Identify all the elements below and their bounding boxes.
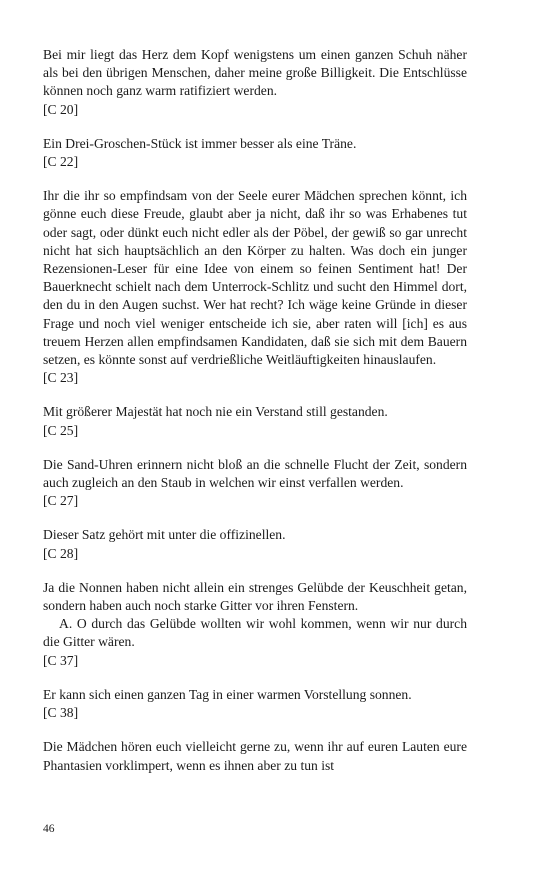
aphorism-text: Ihr die ihr so empfindsam von der Seele eurer Mädchen sprechen könnt, ich gönne euch diese Freude, glaubt aber ja nicht, daß ihr so was Erhabenes tut oder sagt, oder dünkt euch nicht edler als der Pöbel, der gewiß so gar unrecht nicht hat sich hauptsächlich an den Körper zu halten. Was doch ein junger Rezensionen-Leser für eine Idee von einem so feinen Sentiment hat! Der Bauerknecht schielt nach dem Unterrock-Schlitz und sucht den Himmel dort, den du in den Augen suchst. Wer hat recht? Ich wäge keine Gründe in dieser Frage und noch viel weniger entscheide ich sie, aber raten will [ich] es aus treuem Herzen allen empfindsamen Kandidaten, daß sie sich mit dem Bauern setzen, es könnte sonst auf verdrießliche Weitläuftigkeiten hinauslaufen. — [43, 188, 467, 368]
aphorism-reference: [C 28] — [43, 545, 79, 561]
aphorism-entry — [43, 526, 467, 562]
aphorism-text: Die Mädchen hören euch vielleicht gerne zu, wenn ihr auf euren Lauten eure Phantasien vorklimpert, wenn es ihnen aber zu tun ist — [43, 739, 467, 773]
aphorism-reference: [C 37] — [43, 652, 79, 668]
aphorism-entry — [43, 135, 467, 171]
aphorism-text: Ein Drei-Groschen-Stück ist immer besser als eine Träne. — [43, 135, 357, 151]
page-number: 46 — [43, 823, 55, 835]
aphorism-entry — [43, 686, 467, 722]
aphorism-reference: [C 20] — [43, 101, 79, 117]
aphorism-reference: [C 22] — [43, 154, 79, 170]
aphorism-text-continuation: A. O durch das Gelübde wollten wir wohl kommen, wenn wir nur durch die Gitter wären. — [43, 616, 467, 650]
aphorism-entry — [43, 456, 467, 511]
aphorism-reference: [C 23] — [43, 370, 79, 386]
aphorism-text: Ja die Nonnen haben nicht allein ein strenges Gelübde der Keuschheit getan, sondern haben auch noch starke Gitter vor ihren Fenstern. — [43, 579, 467, 614]
aphorism-reference: [C 27] — [43, 493, 79, 509]
aphorism-text: Bei mir liegt das Herz dem Kopf wenigstens um einen ganzen Schuh näher als bei den übrigen Menschen, daher meine große Billigkeit. Die Entschlüsse können noch ganz warm ratifiziert werden. — [43, 47, 467, 99]
aphorism-text: Die Sand-Uhren erinnern nicht bloß an die schnelle Flucht der Zeit, sondern auch zugleich an den Staub in welchen wir einst verfallen werden. — [43, 456, 467, 491]
aphorism-entry — [43, 738, 467, 774]
aphorism-text: Dieser Satz gehört mit unter die offizinellen. — [43, 527, 286, 543]
aphorism-entry — [43, 46, 467, 119]
aphorism-reference: [C 25] — [43, 422, 79, 438]
page-body — [43, 46, 467, 791]
aphorism-entry — [43, 403, 467, 439]
aphorism-reference: [C 38] — [43, 705, 79, 721]
aphorism-text: Mit größerer Majestät hat noch nie ein Verstand still gestanden. — [43, 404, 388, 420]
aphorism-text: Er kann sich einen ganzen Tag in einer warmen Vorstellung sonnen. — [43, 686, 412, 702]
aphorism-entry — [43, 579, 467, 670]
aphorism-entry — [43, 187, 467, 387]
